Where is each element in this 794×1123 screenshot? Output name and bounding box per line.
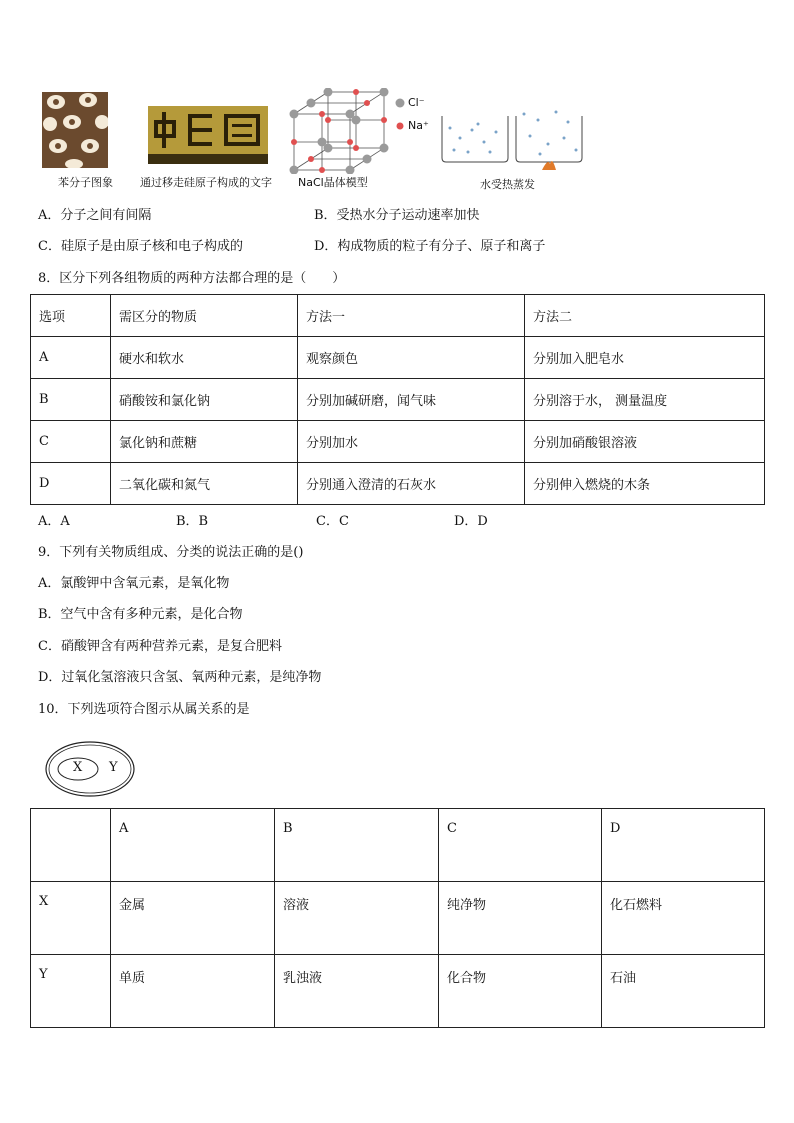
- table-cell: D: [31, 463, 111, 505]
- table-cell: 石油: [602, 955, 765, 1028]
- q8-answer-b: B．B: [176, 514, 209, 529]
- header-cell: A: [111, 809, 275, 882]
- q10-stem: 10．下列选项符合图示从属关系的是: [38, 702, 250, 717]
- caption-water-evaporation: 水受热蒸发: [480, 178, 535, 191]
- header-cell: 方法二: [525, 295, 765, 337]
- table-cell: 分别通入澄清的石灰水: [298, 463, 525, 505]
- table-cell: 分别加水: [298, 421, 525, 463]
- q7-option-d: D．构成物质的粒子有分子、原子和离子: [314, 239, 546, 254]
- table-cell: 硝酸铵和氯化钠: [111, 379, 298, 421]
- header-cell: 需区分的物质: [111, 295, 298, 337]
- q10-table: [30, 808, 765, 1028]
- silicon-atom-text-image: [148, 106, 268, 164]
- table-row: [31, 421, 765, 463]
- chloride-legend-icon: [395, 98, 405, 108]
- table-cell: 观察颜色: [298, 337, 525, 379]
- q9-option-c: C．硝酸钾含有两种营养元素，是复合肥料: [38, 639, 282, 654]
- q9-stem: 9．下列有关物质组成、分类的说法正确的是(): [38, 545, 304, 560]
- table-cell: 分别加硝酸银溶液: [525, 421, 765, 463]
- table-cell: Y: [31, 955, 111, 1028]
- q8-answer-a: A．A: [38, 514, 70, 529]
- table-cell: 分别加入肥皂水: [525, 337, 765, 379]
- diagram-ellipses: [44, 740, 136, 798]
- table-cell: 氯化钠和蔗糖: [111, 421, 298, 463]
- header-cell: 选项: [31, 295, 111, 337]
- table-cell: 单质: [111, 955, 275, 1028]
- table-cell: 化石燃料: [602, 882, 765, 955]
- table-cell: B: [31, 379, 111, 421]
- table-cell: C: [31, 421, 111, 463]
- q8-answer-c: C．C: [316, 514, 349, 529]
- table-cell: 二氧化碳和氮气: [111, 463, 298, 505]
- caption-silicon-text: 通过移走硅原子构成的文字: [140, 176, 272, 189]
- header-cell: 方法一: [298, 295, 525, 337]
- q7-option-a: A．分子之间有间隔: [38, 208, 152, 223]
- q8-answer-d: D．D: [454, 514, 488, 529]
- diagram-label-y: Y: [109, 760, 118, 775]
- q8-table: [30, 294, 765, 505]
- diagram-label-x: X: [73, 760, 83, 775]
- caption-benzene: 苯分子图象: [58, 176, 113, 189]
- table-cell: 乳浊液: [275, 955, 439, 1028]
- q8-stem: 8．区分下列各组物质的两种方法都合理的是（ ）: [38, 271, 346, 286]
- table-cell: 分别伸入燃烧的木条: [525, 463, 765, 505]
- xy-inclusion-diagram: [44, 740, 136, 798]
- table-cell: 溶液: [275, 882, 439, 955]
- table-header-row: [31, 295, 765, 337]
- table-cell: 纯净物: [439, 882, 602, 955]
- header-cell: C: [439, 809, 602, 882]
- nacl-crystal-model: [288, 88, 398, 174]
- table-row: [31, 337, 765, 379]
- sodium-legend-icon: [396, 122, 404, 130]
- table-cell: 分别溶于水， 测量温度: [525, 379, 765, 421]
- table-cell: A: [31, 337, 111, 379]
- table-cell: X: [31, 882, 111, 955]
- benzene-molecule-image: [42, 92, 108, 168]
- table-cell: 金属: [111, 882, 275, 955]
- q9-option-a: A．氯酸钾中含氧元素，是氧化物: [38, 576, 230, 591]
- header-cell: [31, 809, 111, 882]
- header-cell: D: [602, 809, 765, 882]
- table-row: [31, 463, 765, 505]
- header-cell: B: [275, 809, 439, 882]
- q9-option-d: D．过氧化氢溶液只含氢、氧两种元素，是纯净物: [38, 670, 322, 685]
- q7-option-b: B．受热水分子运动速率加快: [314, 208, 480, 223]
- table-cell: 硬水和软水: [111, 337, 298, 379]
- table-cell: 分别加碱研磨，闻气味: [298, 379, 525, 421]
- legend-chloride: Cl⁻: [408, 96, 425, 109]
- q7-option-c: C．硅原子是由原子核和电子构成的: [38, 239, 243, 254]
- legend-sodium: Na⁺: [408, 119, 429, 132]
- table-header-row: [31, 809, 765, 882]
- caption-nacl: NaCl晶体模型: [298, 176, 368, 189]
- table-cell: 化合物: [439, 955, 602, 1028]
- water-evaporation-image: [438, 110, 588, 170]
- question-7-figures: [40, 88, 600, 193]
- table-row: [31, 955, 765, 1028]
- table-row: [31, 379, 765, 421]
- table-row: [31, 882, 765, 955]
- q9-option-b: B．空气中含有多种元素，是化合物: [38, 607, 243, 622]
